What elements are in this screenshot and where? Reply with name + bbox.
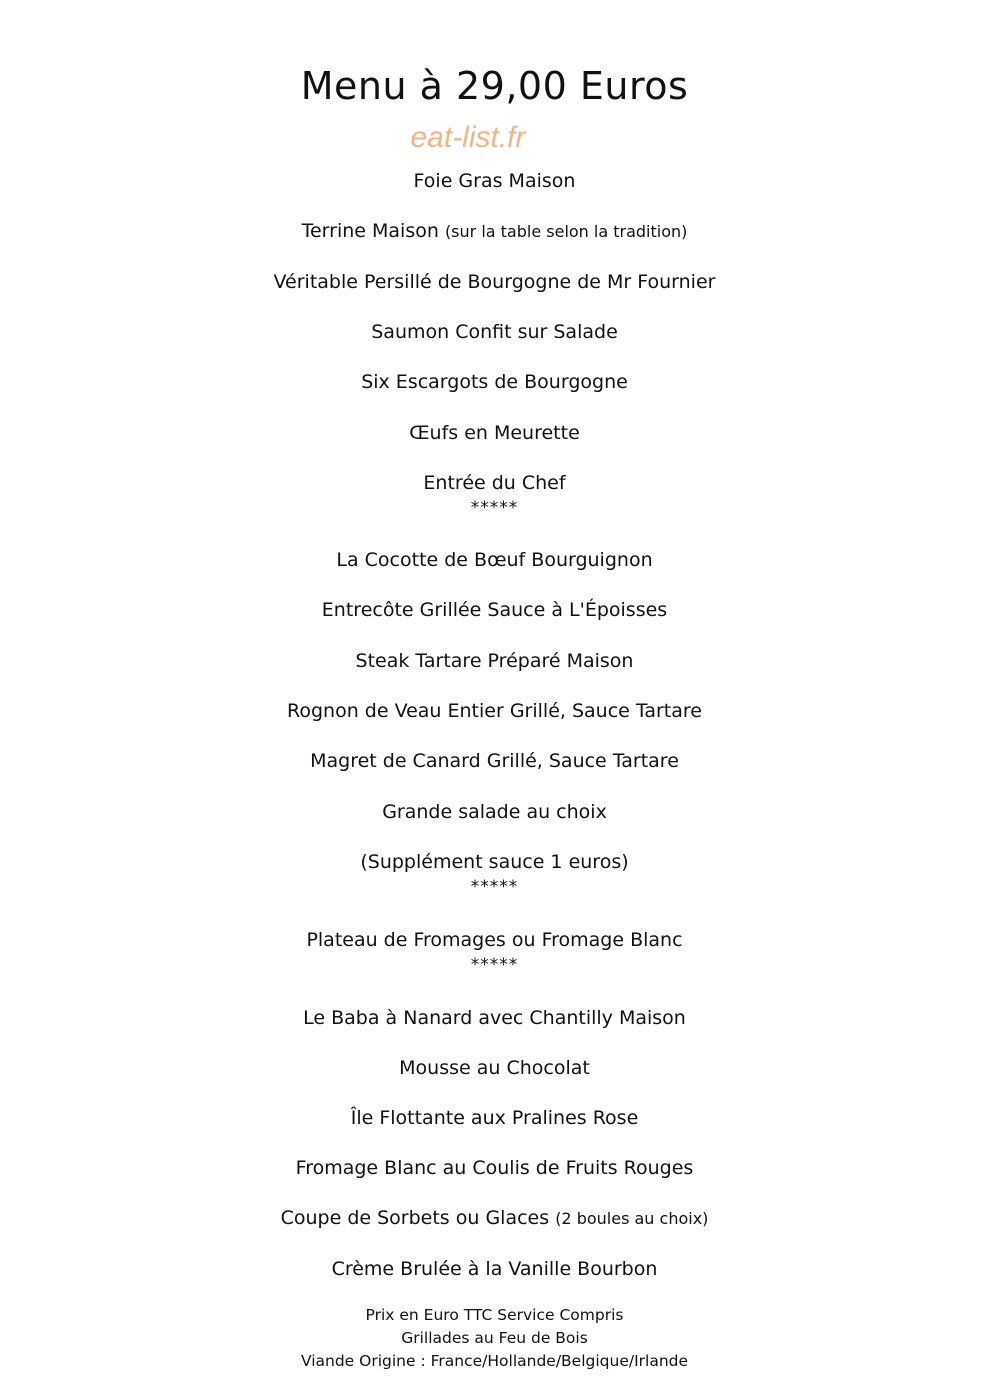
dessert-item: Fromage Blanc au Coulis de Fruits Rouges	[295, 1157, 694, 1179]
starter-item: Foie Gras Maison	[413, 170, 576, 192]
main-item: La Cocotte de Bœuf Bourguignon	[336, 549, 653, 571]
section-separator: *****	[470, 498, 519, 518]
starter-item-note: (sur la table selon la tradition)	[444, 222, 688, 241]
starter-item	[0, 222, 989, 241]
watermark-text: eat-list.fr	[410, 121, 526, 154]
starter-item: Œufs en Meurette	[409, 422, 580, 444]
dessert-item: Crème Brulée à la Vanille Bourbon	[331, 1258, 658, 1280]
dessert-item-note: (2 boules au choix)	[555, 1209, 709, 1228]
dessert-item: Île Flottante aux Pralines Rose	[350, 1107, 639, 1129]
dessert-item-label: Coupe de Sorbets ou Glaces	[280, 1207, 550, 1229]
starter-item: Saumon Confit sur Salade	[371, 321, 618, 343]
main-item: Entrecôte Grillée Sauce à L'Époisses	[321, 599, 668, 621]
cheese-item: Plateau de Fromages ou Fromage Blanc	[306, 929, 683, 951]
dessert-item: Mousse au Chocolat	[399, 1057, 590, 1079]
footer-origin-note: Viande Origine : France/Hollande/Belgique/Irlande	[300, 1352, 689, 1370]
main-item: Rognon de Veau Entier Grillé, Sauce Tartare	[287, 700, 702, 722]
starter-item: Véritable Persillé de Bourgogne de Mr Fournier	[273, 271, 716, 293]
main-item: Grande salade au choix	[382, 801, 607, 823]
section-separator: *****	[470, 955, 519, 975]
main-item: Steak Tartare Préparé Maison	[355, 650, 634, 672]
footer-grill-note: Grillades au Feu de Bois	[401, 1329, 588, 1347]
section-separator: *****	[470, 877, 519, 897]
main-item: Magret de Canard Grillé, Sauce Tartare	[310, 750, 679, 772]
dessert-item: Le Baba à Nanard avec Chantilly Maison	[303, 1007, 686, 1029]
dessert-item	[0, 1209, 989, 1228]
main-item-note: (Supplément sauce 1 euros)	[360, 851, 629, 873]
starter-item: Entrée du Chef	[423, 472, 566, 494]
starter-item-label: Terrine Maison	[301, 220, 439, 242]
starter-item: Six Escargots de Bourgogne	[361, 371, 628, 393]
menu-title: Menu à 29,00 Euros	[300, 64, 689, 108]
footer-price-note: Prix en Euro TTC Service Compris	[365, 1306, 624, 1324]
